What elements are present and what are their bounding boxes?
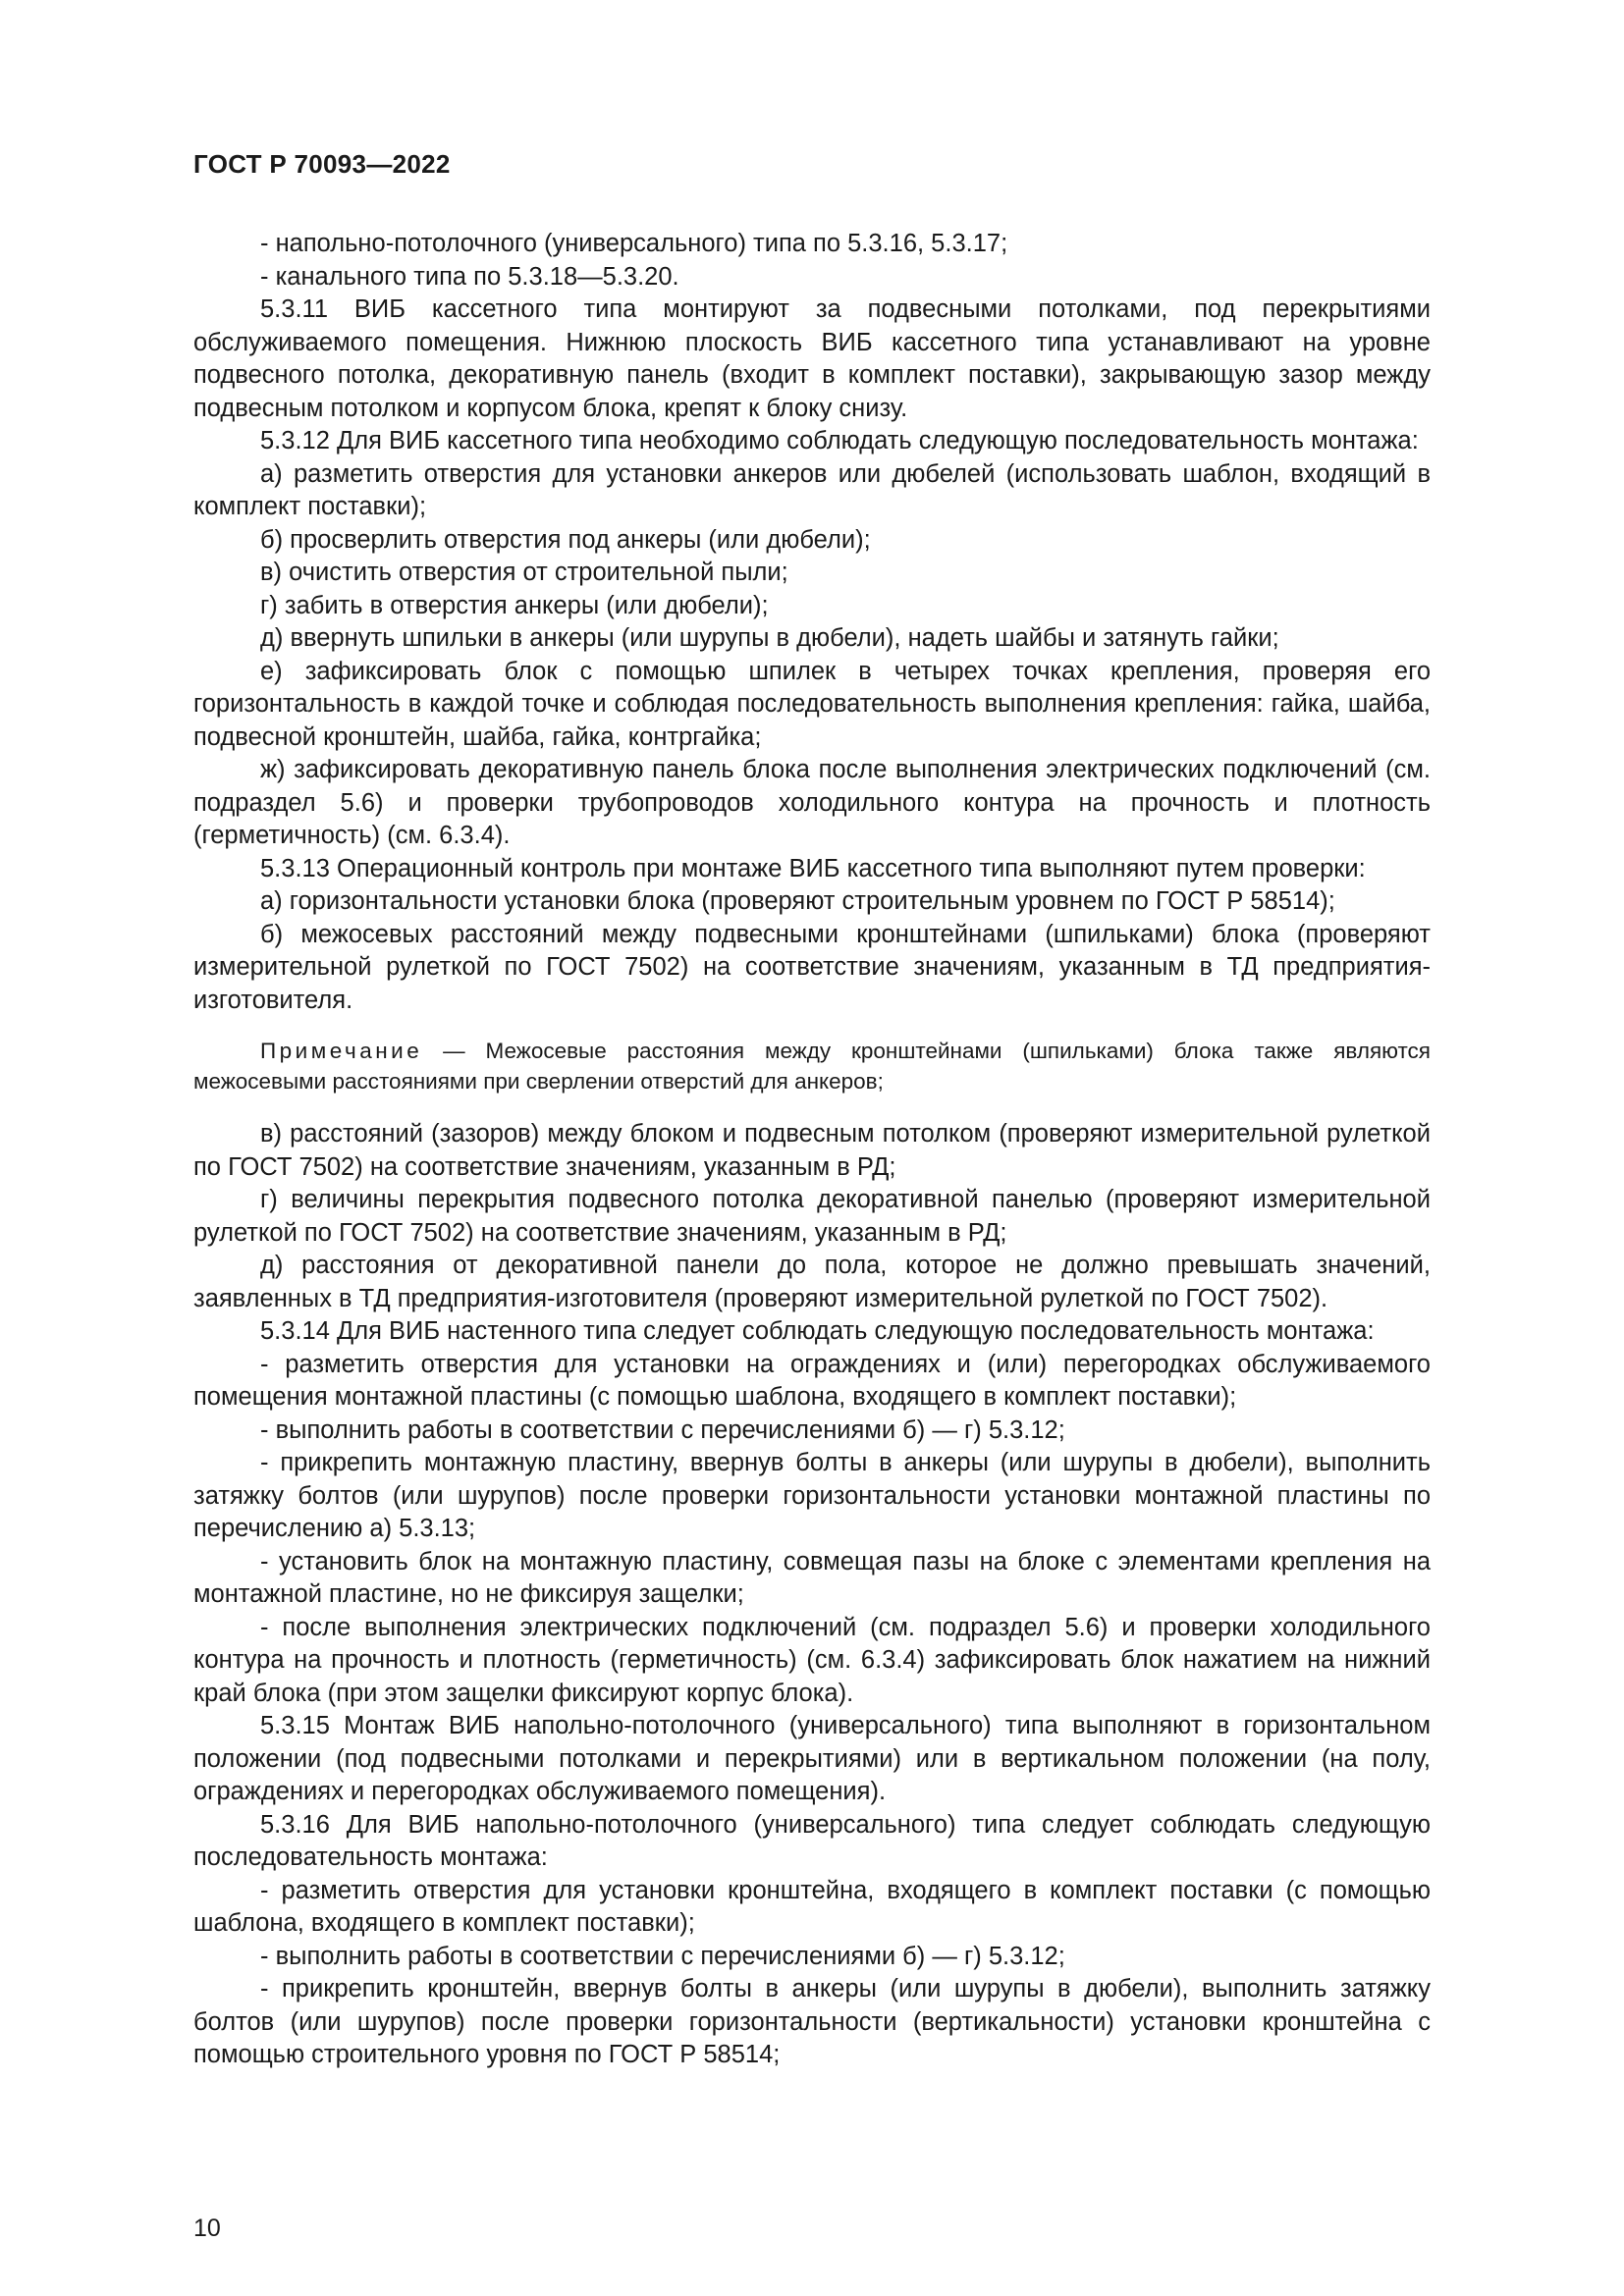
clause-5-3-15: 5.3.15 Монтаж ВИБ напольно-потолочного (универсального) типа выполняют в горизонтальном положении (под подвесными потолками и перекрытиями) или в вертикальном положении (на полу, ограждениях и перегородках обслуживаемого помещения). xyxy=(193,1712,1431,1805)
clause-5-3-13-v: в) расстояний (зазоров) между блоком и подвесным потолком (проверяют измерительной рулеткой по ГОСТ 7502) на соответствие значениям, указанным в РД; xyxy=(193,1120,1431,1181)
clause-5-3-12-d: д) ввернуть шпильки в анкеры (или шурупы в дюбели), надеть шайбы и затянуть гайки; xyxy=(260,624,1279,652)
clause-5-3-16-item-1: - разметить отверстия для установки кронштейна, входящего в комплект поставки (с помощью шаблона, входящего в комплект поставки); xyxy=(193,1876,1431,1937)
clause-5-3-13-g: г) величины перекрытия подвесного потолка декоративной панелью (проверяют измерительной рулеткой по ГОСТ 7502) на соответствие значениям, указанным в РД; xyxy=(193,1186,1431,1247)
clause-5-3-14: 5.3.14 Для ВИБ настенного типа следует соблюдать следующую последовательность монтажа: xyxy=(260,1317,1375,1345)
clause-5-3-14-item-4: - установить блок на монтажную пластину, совмещая пазы на блоке с элементами крепления на монтажной пластине, но не фиксируя защелки; xyxy=(193,1547,1431,1608)
note-label: Примечание xyxy=(260,1039,423,1063)
clause-5-3-13-a: а) горизонтальности установки блока (проверяют строительным уровнем по ГОСТ Р 58514); xyxy=(260,887,1335,915)
clause-5-3-14-item-2: - выполнить работы в соответствии с перечислениями б) — г) 5.3.12; xyxy=(260,1415,1065,1444)
clause-5-3-16-item-3: - прикрепить кронштейн, ввернув болты в анкеры (или шурупы в дюбели), выполнить затяжку болтов (или шурупов) после проверки горизонтальности (вертикальности) установки кронштейна с помощью строительного уровня по ГОСТ Р 58514; xyxy=(193,1975,1431,2068)
note xyxy=(193,1037,1431,1096)
clause-5-3-14-item-3: - прикрепить монтажную пластину, ввернув болты в анкеры (или шурупы в дюбели), выполнить затяжку болтов (или шурупов) после проверки горизонтальности установки монтажной пластины по перечислению а) 5.3.13; xyxy=(193,1449,1431,1542)
clause-5-3-16: 5.3.16 Для ВИБ напольно-потолочного (универсального) типа следует соблюдать следующую последовательность монтажа: xyxy=(193,1810,1431,1871)
clause-5-3-12-e: е) зафиксировать блок с помощью шпилек в четырех точках крепления, проверяя его горизонтальность в каждой точке и соблюдая последовательность выполнения крепления: гайка, шайба, подвесной кронштейн, шайба, гайка, контргайка; xyxy=(193,657,1431,751)
clause-5-3-13-b: б) межосевых расстояний между подвесными кронштейнами (шпильками) блока (проверяют измерительной рулеткой по ГОСТ 7502) на соответствие значениям, указанным в ТД предприятия-изготовителя. xyxy=(193,920,1431,1014)
clause-5-3-12-v: в) очистить отверстия от строительной пыли; xyxy=(260,559,788,586)
clause-5-3-12-a: а) разметить отверстия для установки анкеров или дюбелей (использовать шаблон, входящий в комплект поставки); xyxy=(193,459,1431,520)
clause-5-3-14-item-1: - разметить отверстия для установки на ограждениях и (или) перегородках обслуживаемого помещения монтажной пластины (с помощью шаблона, входящего в комплект поставки); xyxy=(193,1350,1431,1411)
clause-5-3-16-item-2: - выполнить работы в соответствии с перечислениями б) — г) 5.3.12; xyxy=(260,1942,1065,1970)
document-body xyxy=(193,228,1431,2072)
document-header: ГОСТ Р 70093—2022 xyxy=(193,149,451,179)
clause-5-3-14-item-5: - после выполнения электрических подключений (см. подраздел 5.6) и проверки холодильного контура на прочность и плотность (герметичность) (см. 6.3.4) зафиксировать блок нажатием на нижний край блока (при этом защелки фиксируют корпус блока). xyxy=(193,1613,1431,1707)
page-number: 10 xyxy=(193,2215,221,2242)
list-item-duct-type: - канального типа по 5.3.18—5.3.20. xyxy=(260,262,679,291)
clause-5-3-12-b: б) просверлить отверстия под анкеры (или дюбели); xyxy=(260,525,871,554)
clause-5-3-13: 5.3.13 Операционный контроль при монтаже ВИБ кассетного типа выполняют путем проверки: xyxy=(260,854,1366,882)
clause-5-3-11: 5.3.11 ВИБ кассетного типа монтируют за подвесными потолками, под перекрытиями обслуживаемого помещения. Нижнюю плоскость ВИБ кассетного типа устанавливают на уровне подвесного потолка, декоративную панель (входит в комплект поставки), закрывающую зазор между подвесным потолком и корпусом блока, крепят к блоку снизу. xyxy=(193,295,1431,422)
list-item-floor-ceiling-type: - напольно-потолочного (универсального) типа по 5.3.16, 5.3.17; xyxy=(260,230,1008,257)
clause-5-3-13-d: д) расстояния от декоративной панели до пола, которое не должно превышать значений, заявленных в ТД предприятия-изготовителя (проверяют измерительной рулеткой по ГОСТ 7502). xyxy=(193,1252,1431,1312)
clause-5-3-12: 5.3.12 Для ВИБ кассетного типа необходимо соблюдать следующую последовательность монтажа: xyxy=(260,427,1419,454)
clause-5-3-12-g: г) забить в отверстия анкеры (или дюбели); xyxy=(260,591,769,619)
note-text: — Межосевые расстояния между кронштейнами (шпильками) блока также являются межосевыми расстояниями при сверлении отверстий для анкеров; xyxy=(193,1039,1431,1094)
clause-5-3-12-zh: ж) зафиксировать декоративную панель блока после выполнения электрических подключений (см. подраздел 5.6) и проверки трубопроводов холодильного контура на прочность и плотность (герметичность) (см. 6.3.4). xyxy=(193,756,1431,849)
